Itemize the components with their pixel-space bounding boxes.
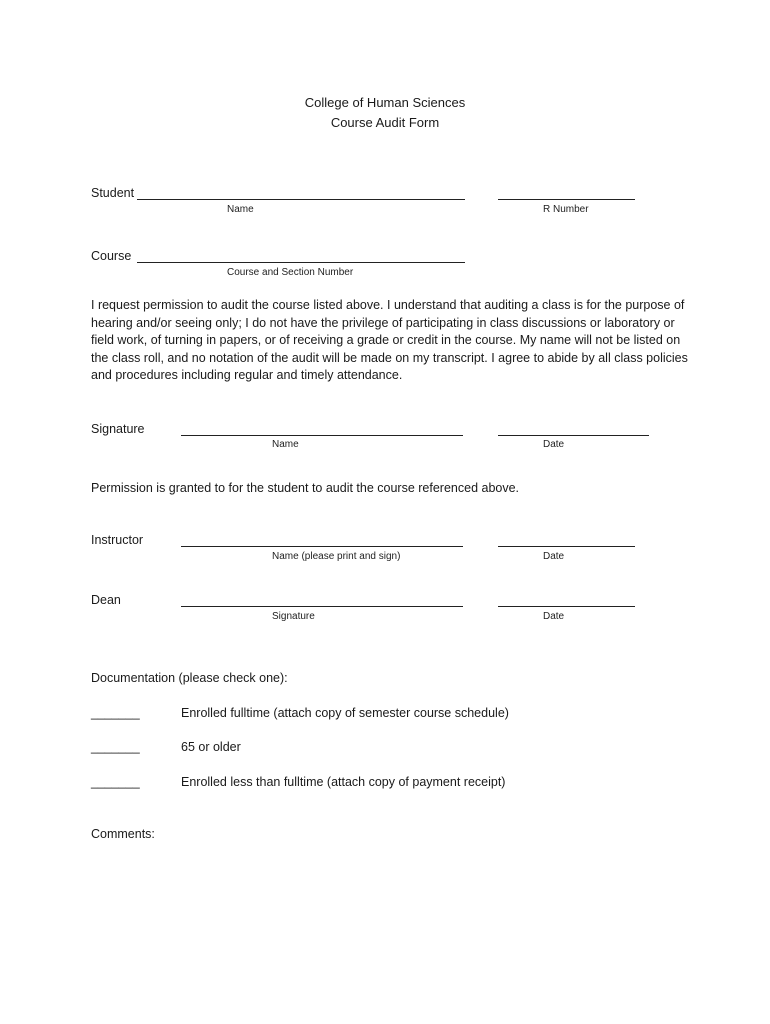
dean-date-field[interactable] — [498, 606, 635, 607]
r-number-field[interactable] — [498, 199, 635, 200]
form-title: Course Audit Form — [330, 115, 440, 130]
dean-label: Dean — [91, 593, 121, 607]
signature-date-field[interactable] — [498, 435, 649, 436]
documentation-checkbox[interactable]: _______ — [91, 775, 140, 789]
signature-date-caption: Date — [543, 439, 565, 450]
dean-signature-field[interactable] — [181, 606, 463, 607]
signature-name-caption: Name — [272, 439, 299, 450]
student-name-field[interactable] — [137, 199, 465, 200]
dean-signature-caption: Signature — [272, 611, 315, 622]
comments-label: Comments: — [91, 827, 155, 841]
documentation-option: 65 or older — [181, 740, 241, 754]
documentation-heading: Documentation (please check one): — [91, 671, 288, 685]
instructor-label: Instructor — [91, 533, 144, 547]
permission-text: Permission is granted to for the student to audit the course referenced above. — [91, 481, 520, 495]
documentation-option: Enrolled fulltime (attach copy of semester course schedule) — [181, 706, 509, 720]
instructor-name-field[interactable] — [181, 546, 463, 547]
course-field[interactable] — [137, 262, 465, 263]
r-number-caption: R Number — [543, 204, 589, 215]
signature-label: Signature — [91, 422, 145, 436]
college-title: College of Human Sciences — [304, 95, 466, 110]
documentation-checkbox[interactable]: _______ — [91, 706, 140, 720]
dean-date-caption: Date — [543, 611, 565, 622]
student-label: Student — [91, 186, 135, 200]
signature-field[interactable] — [181, 435, 463, 436]
instructor-date-field[interactable] — [498, 546, 635, 547]
course-label: Course — [91, 249, 132, 263]
documentation-option: Enrolled less than fulltime (attach copy of payment receipt) — [181, 775, 506, 789]
course-caption: Course and Section Number — [227, 267, 354, 278]
student-name-caption: Name — [227, 204, 254, 215]
documentation-checkbox[interactable]: _______ — [91, 740, 140, 754]
audit-statement: I request permission to audit the course listed above. I understand that auditing a class is for the purpose of hearing and/or seeing only; I do not have the privilege of participating in class discussions or laboratory or field work, of turning in papers, or of receiving a grade or credit in the course. My name will not be listed on the class roll, and no notation of the audit will be made on my transcript. I agree to abide by all class policies and procedures including regular and timely attendance. — [91, 298, 688, 383]
instructor-name-caption: Name (please print and sign) — [272, 551, 401, 562]
instructor-date-caption: Date — [543, 551, 565, 562]
